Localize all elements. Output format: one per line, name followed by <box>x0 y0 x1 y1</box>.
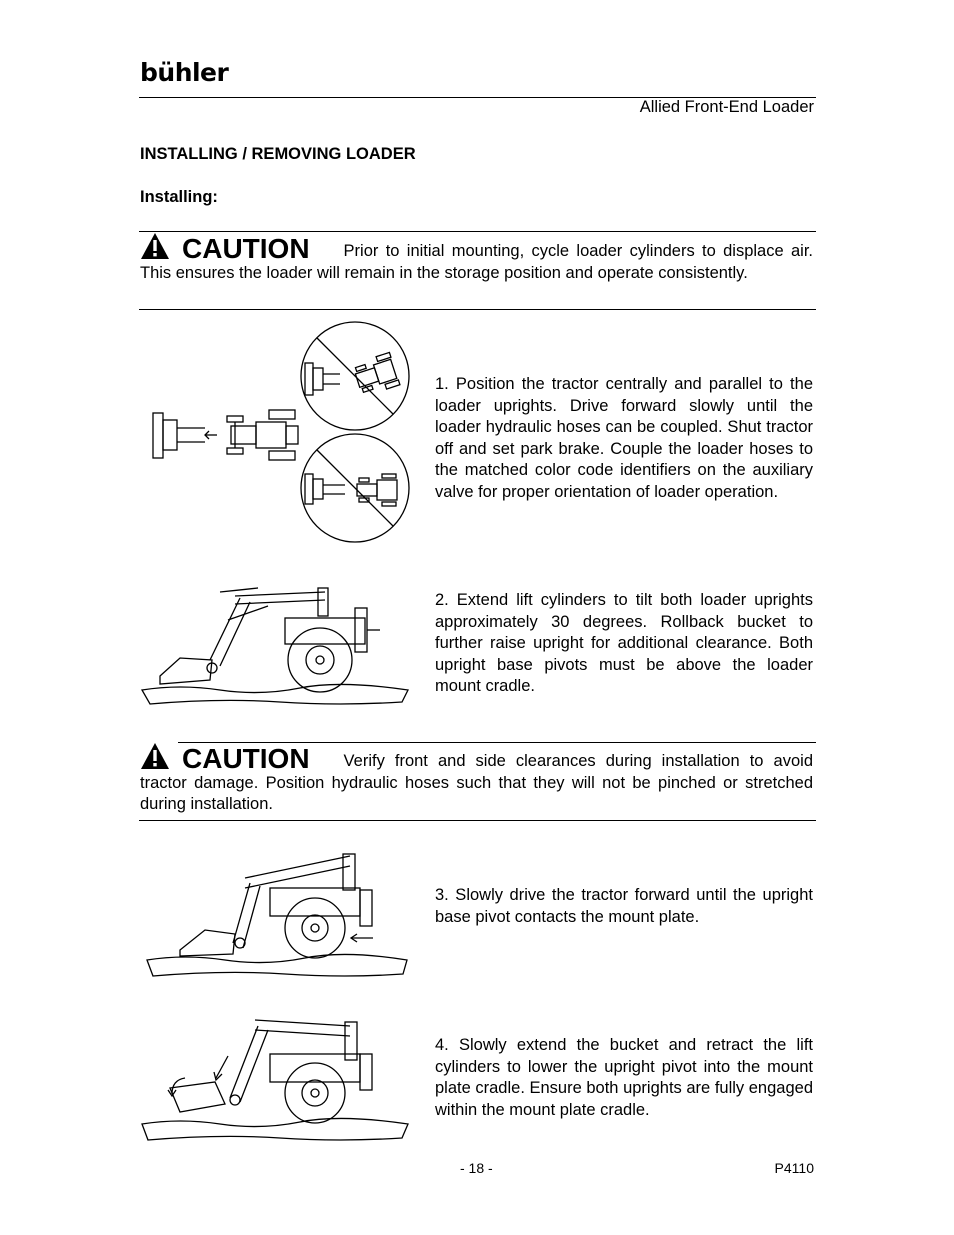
step-4-text: 4. Slowly extend the bucket and retract the lift cylinders to lower the upright pivot into the mount plate cradle. Ensure both uprights are fully engaged within the mount plate cradle. <box>435 1036 813 1119</box>
caution2-block <box>140 742 813 816</box>
buhler-logo: bühler <box>140 58 229 87</box>
section-title: INSTALLING / REMOVING LOADER <box>140 145 416 163</box>
caution1-label: CAUTION <box>182 233 310 264</box>
document-subtitle: Allied Front-End Loader <box>639 98 814 116</box>
lower-upright-figure <box>140 1008 410 1148</box>
drive-forward-figure <box>145 848 410 983</box>
step-3-text: 3. Slowly drive the tractor forward until the upright base pivot contacts the mount plate. <box>435 886 813 926</box>
step-1-text: 1. Position the tractor centrally and parallel to the loader uprights. Drive forward slowly until the loader hydraulic hoses can be coupled. Shut tractor off and set park brake. Couple the loader hoses to the matched color code identifiers on the auxiliary valve for proper orientation of loader operation. <box>435 375 813 501</box>
caution2-label: CAUTION <box>182 743 310 774</box>
document-code: P4110 <box>774 1160 814 1176</box>
warning-triangle-icon <box>140 742 170 770</box>
caution1-bottom-rule <box>139 309 816 310</box>
caution1-block <box>140 232 813 284</box>
caution2-top-rule <box>178 742 816 743</box>
subsection-title: Installing: <box>140 188 218 206</box>
loader-tilt-figure <box>140 580 410 710</box>
tractor-alignment-figure <box>145 318 415 548</box>
caution1-text: Prior to initial mounting, cycle loader cylinders to displace air. This ensures the loader will remain in the storage position and operate consistently. <box>140 242 813 282</box>
step-2-text: 2. Extend lift cylinders to tilt both loader uprights approximately 30 degrees. Rollback bucket to further raise upright for additional clearance. Both upright base pivots must be above the loader mount cradle. <box>435 591 813 696</box>
warning-triangle-icon <box>140 232 170 260</box>
page-number: - 18 - <box>460 1160 493 1176</box>
caution2-bottom-rule <box>139 820 816 821</box>
caution2-text: Verify front and side clearances during installation to avoid tractor damage. Position hydraulic hoses such that they will not be pinched or stretched during installation. <box>140 752 813 813</box>
